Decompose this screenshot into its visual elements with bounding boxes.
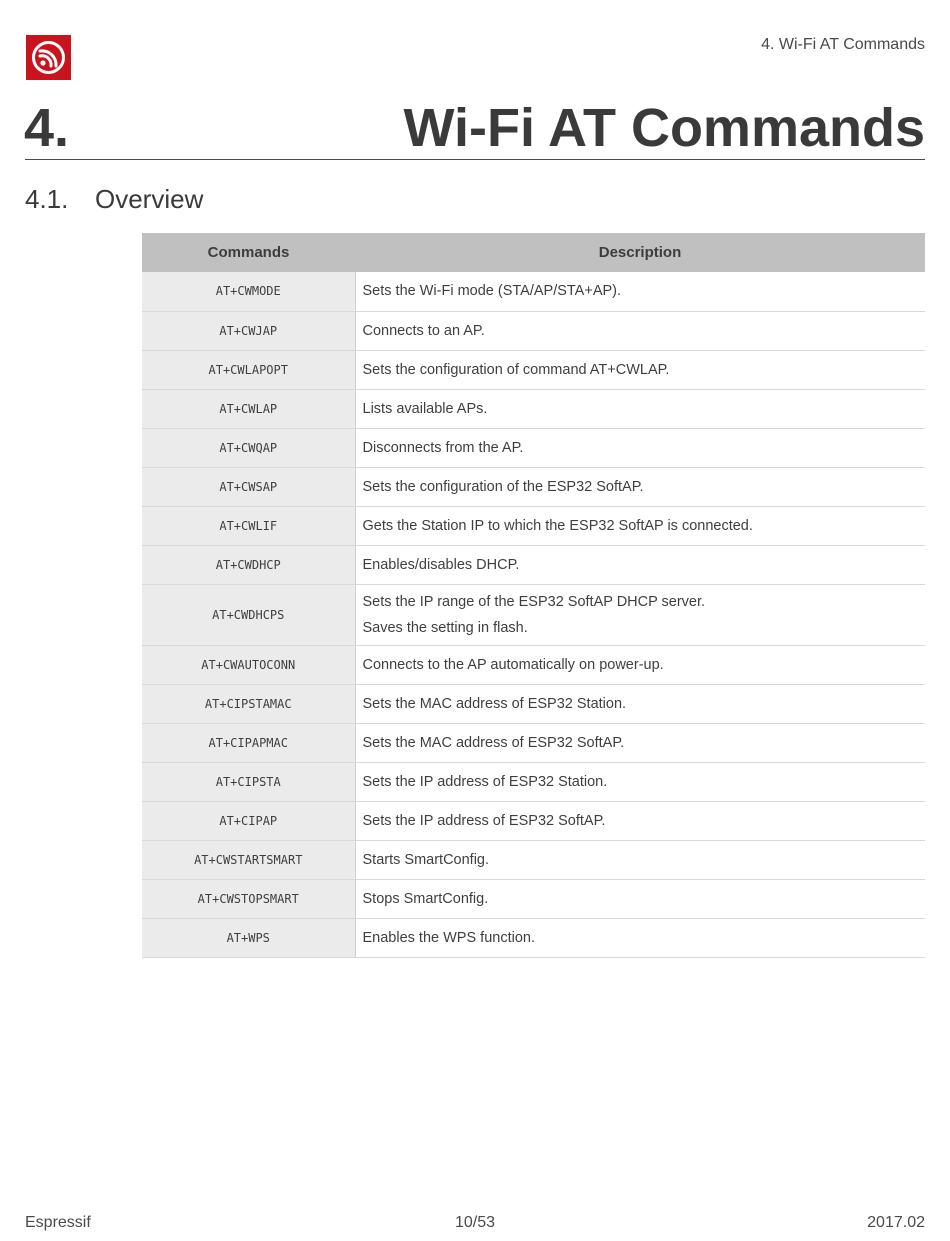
section-number: 4.1. xyxy=(25,184,69,214)
table-row xyxy=(142,801,925,840)
description-cell: Sets the configuration of the ESP32 SoftAP. xyxy=(355,467,925,506)
description-column-header: Description xyxy=(355,233,925,272)
command-cell: AT+CWQAP xyxy=(142,428,355,467)
table-row xyxy=(142,467,925,506)
description-cell: Sets the IP address of ESP32 SoftAP. xyxy=(355,801,925,840)
command-cell: AT+CWDHCPS xyxy=(142,584,355,645)
running-header: 4. Wi-Fi AT Commands xyxy=(761,36,925,53)
command-cell: AT+CWMODE xyxy=(142,272,355,311)
chapter-divider xyxy=(25,159,925,160)
table-row xyxy=(142,723,925,762)
description-line: Saves the setting in flash. xyxy=(362,619,528,636)
table-row xyxy=(142,584,925,645)
table-row xyxy=(142,311,925,350)
description-cell: Connects to the AP automatically on power-up. xyxy=(355,645,925,684)
table-row xyxy=(142,545,925,584)
description-cell: Stops SmartConfig. xyxy=(355,879,925,918)
command-cell: AT+CIPSTA xyxy=(142,762,355,801)
command-cell: AT+CIPAPMAC xyxy=(142,723,355,762)
description-cell: Enables the WPS function. xyxy=(355,918,925,957)
command-cell: AT+CWJAP xyxy=(142,311,355,350)
table-row xyxy=(142,762,925,801)
command-cell: AT+CWDHCP xyxy=(142,545,355,584)
section-title: Overview xyxy=(95,184,204,214)
table-row xyxy=(142,389,925,428)
command-cell: AT+CWLIF xyxy=(142,506,355,545)
table-row xyxy=(142,879,925,918)
command-cell: AT+WPS xyxy=(142,918,355,957)
command-cell: AT+CWSTARTSMART xyxy=(142,840,355,879)
command-cell: AT+CWLAP xyxy=(142,389,355,428)
description-cell: Sets the MAC address of ESP32 Station. xyxy=(355,684,925,723)
description-cell xyxy=(355,584,925,645)
command-cell: AT+CIPSTAMAC xyxy=(142,684,355,723)
espressif-logo-icon xyxy=(26,35,71,80)
description-cell: Lists available APs. xyxy=(355,389,925,428)
table-row xyxy=(142,272,925,311)
section-heading xyxy=(25,184,203,215)
command-cell: AT+CIPAP xyxy=(142,801,355,840)
description-cell: Sets the configuration of command AT+CWLAP. xyxy=(355,350,925,389)
table-row xyxy=(142,645,925,684)
command-cell: AT+CWLAPOPT xyxy=(142,350,355,389)
footer-page-number: 10/53 xyxy=(455,1214,496,1231)
table-row xyxy=(142,684,925,723)
commands-column-header: Commands xyxy=(142,233,355,272)
table-row xyxy=(142,840,925,879)
table-row xyxy=(142,428,925,467)
description-cell: Gets the Station IP to which the ESP32 SoftAP is connected. xyxy=(355,506,925,545)
chapter-title: Wi-Fi AT Commands xyxy=(403,98,925,158)
chapter-number: 4. xyxy=(24,98,70,158)
description-cell: Connects to an AP. xyxy=(355,311,925,350)
command-cell: AT+CWSAP xyxy=(142,467,355,506)
command-cell: AT+CWSTOPSMART xyxy=(142,879,355,918)
command-cell: AT+CWAUTOCONN xyxy=(142,645,355,684)
description-line: Sets the IP range of the ESP32 SoftAP DHCP server. xyxy=(362,593,706,610)
footer-company: Espressif xyxy=(25,1214,91,1231)
description-cell: Sets the IP address of ESP32 Station. xyxy=(355,762,925,801)
description-cell: Sets the MAC address of ESP32 SoftAP. xyxy=(355,723,925,762)
description-cell: Sets the Wi-Fi mode (STA/AP/STA+AP). xyxy=(355,272,925,311)
description-cell: Enables/disables DHCP. xyxy=(355,545,925,584)
description-cell: Starts SmartConfig. xyxy=(355,840,925,879)
table-header-row xyxy=(142,233,925,272)
footer-date: 2017.02 xyxy=(867,1214,925,1231)
description-cell: Disconnects from the AP. xyxy=(355,428,925,467)
table-row xyxy=(142,506,925,545)
table-row xyxy=(142,350,925,389)
commands-table xyxy=(142,233,925,958)
table-row xyxy=(142,918,925,957)
